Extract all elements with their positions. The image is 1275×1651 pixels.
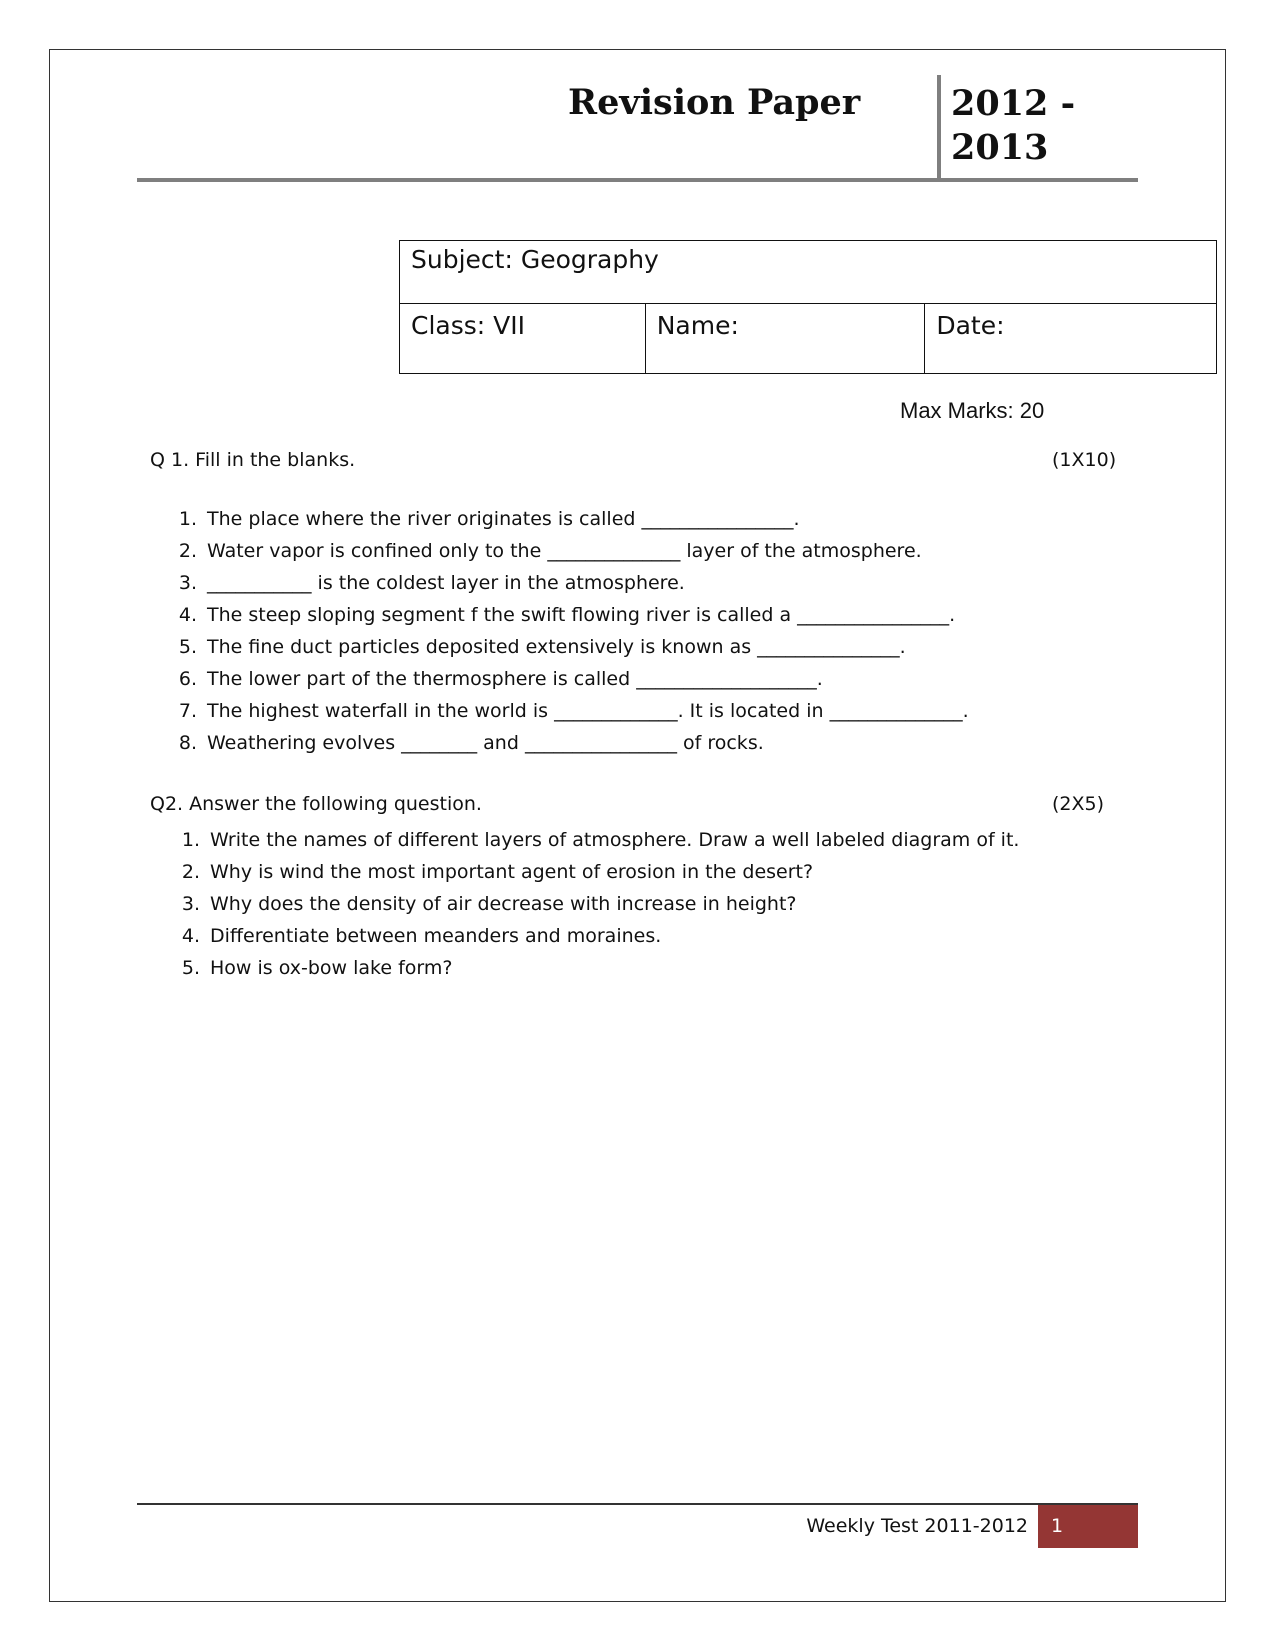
item-number: 4. [181,925,200,947]
item-number: 1. [181,829,200,851]
item-number: 5. [178,636,197,658]
item-number: 4. [178,604,197,626]
class-cell: Class: VII [400,304,646,374]
date-cell: Date: [925,304,1217,374]
item-number: 5. [181,957,200,979]
item-text: Weathering evolves ________ and ________________ of rocks. [207,732,764,754]
footer-rule [137,1503,1138,1505]
q1-marks: (1X10) [1052,449,1117,471]
q2-marks: (2X5) [1052,793,1105,815]
item-number: 3. [178,572,197,594]
item-number: 3. [181,893,200,915]
header-divider [937,75,941,179]
item-number: 8. [178,732,197,754]
header-year-line2: 2013 [951,127,1049,168]
header-year [951,82,1131,170]
item-text: The place where the river originates is called ________________. [207,508,800,530]
item-text: How is ox-bow lake form? [210,957,453,979]
subject-cell: Subject: Geography [400,241,1217,304]
item-text: The lower part of the thermosphere is called ___________________. [207,668,823,690]
q1-heading: Q 1. Fill in the blanks. [150,449,356,471]
footer-text: Weekly Test 2011-2012 [806,1515,1028,1537]
item-text: The steep sloping segment f the swift flowing river is called a ________________. [207,604,956,626]
item-text: Water vapor is confined only to the ______________ layer of the atmosphere. [207,540,922,562]
item-text: ___________ is the coldest layer in the atmosphere. [207,572,685,594]
item-text: Write the names of different layers of atmosphere. Draw a well labeled diagram of it. [210,829,1020,851]
item-text: The highest waterfall in the world is _____________. It is located in ______________. [207,700,969,722]
name-cell: Name: [645,304,925,374]
item-text: Why is wind the most important agent of erosion in the desert? [210,861,814,883]
item-text: The fine duct particles deposited extensively is known as _______________. [207,636,906,658]
item-number: 1. [178,508,197,530]
item-number: 6. [178,668,197,690]
item-number: 2. [181,861,200,883]
q2-heading: Q2. Answer the following question. [150,793,482,815]
item-text: Why does the density of air decrease with increase in height? [210,893,797,915]
header-year-line1: 2012 - [951,83,1076,124]
page-number-badge: 1 [1038,1505,1138,1548]
item-text: Differentiate between meanders and moraines. [210,925,662,947]
header-rule [137,178,1138,182]
item-number: 2. [178,540,197,562]
info-table [399,240,1217,374]
header-title: Revision Paper [568,82,861,123]
item-number: 7. [178,700,197,722]
max-marks: Max Marks: 20 [900,398,1045,423]
